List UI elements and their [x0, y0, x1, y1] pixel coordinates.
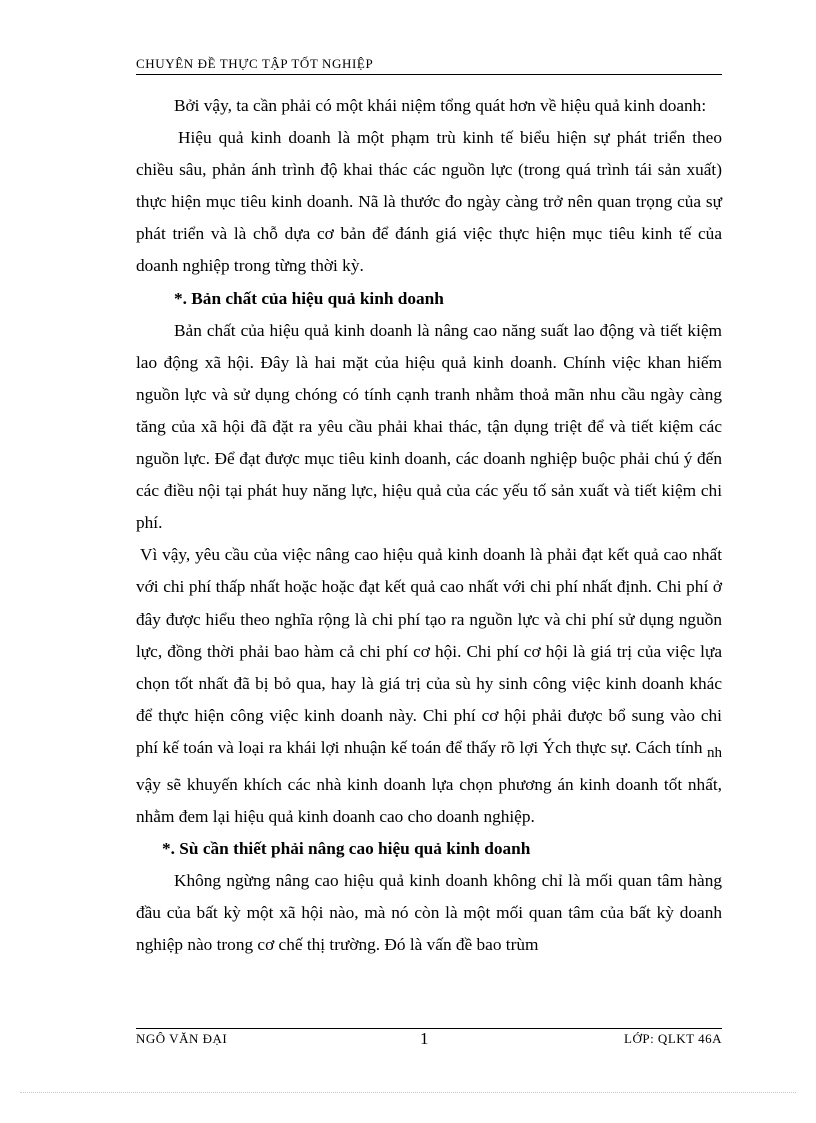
document-body [136, 90, 722, 962]
page-number: 1 [420, 1029, 429, 1048]
footer-class: LỚP: QLKT 46A [624, 1031, 722, 1046]
paragraph-4-part-1: Vì vậy, yêu cầu của việc nâng cao hiệu quả kinh doanh là phải đạt kết quả cao nhất với chi phí thấp nhất hoặc hoặc đạt kết quả cao nhất với chi phí nhất định. Chi phí ở đây được hiểu theo nghĩa rộng là chi phí tạo ra nguồn lực và chi phí sử dụng nguồn lực, đồng thời phải bao hàm cả chi phí cơ hội. Chi phí cơ hội là giá trị của việc lựa chọn tốt nhất đã bị bỏ qua, hay là giá trị của sù hy sinh công việc kinh doanh khác để thực hiện công việc kinh doanh này. Chi phí cơ hội phải được bổ sung vào chi phí kế toán và loại ra khái lợi nhuận kế toán để thấy rõ lợi Ých thực sự. Cách tính [136, 545, 722, 757]
paragraph-5: Không ngừng nâng cao hiệu quả kinh doanh không chỉ là mối quan tâm hàng đầu của bất kỳ một xã hội nào, mà nó còn là một mối quan tâm của bất kỳ doanh nghiệp nào trong cơ chế thị trường. Đó là vấn đề bao trùm [136, 871, 722, 955]
section-heading-2: *. Sù cần thiết phải nâng cao hiệu quả kinh doanh [162, 839, 531, 859]
page-header: CHUYÊN ĐỀ THỰC TẬP TỐT NGHIỆP [136, 56, 374, 71]
footer-author: NGÔ VĂN ĐẠI [136, 1031, 228, 1046]
paragraph-4-subscript: nh [707, 744, 722, 761]
section-heading-1: *. Bản chất của hiệu quả kinh doanh [174, 288, 444, 308]
paragraph-3: Bản chất của hiệu quả kinh doanh là nâng cao năng suất lao động và tiết kiệm lao động xã hội. Đây là hai mặt của hiệu quả kinh doanh. Chính việc khan hiếm nguồn lực và sử dụng chóng có tính cạnh tranh nhằm thoả mãn nhu cầu ngày càng tăng của xã hội đã đặt ra yêu cầu phải khai thác, tận dụng triệt để và tiết kiệm các nguồn lực. Để đạt được mục tiêu kinh doanh, các doanh nghiệp buộc phải chú ý đến các điều nội tại phát huy năng lực, hiệu quả của các yếu tố sản xuất và tiết kiệm chi phí. [136, 320, 722, 533]
header-rule [136, 74, 722, 75]
paragraph-4 [136, 539, 722, 833]
footer-rule [136, 1028, 722, 1029]
paragraph-4-part-2: vậy sẽ khuyến khích các nhà kinh doanh lựa chọn phương án kinh doanh tốt nhất, nhằm đem lại hiệu quả kinh doanh cao cho doanh nghiệp. [136, 774, 722, 827]
page-edge-divider [20, 1092, 796, 1093]
paragraph-1: Bởi vậy, ta cần phải có một khái niệm tổng quát hơn về hiệu quả kinh doanh: [174, 96, 707, 115]
paragraph-2: Hiệu quả kinh doanh là một phạm trù kinh tế biểu hiện sự phát triển theo chiều sâu, phản ánh trình độ khai thác các nguồn lực (trong quá trình tái sản xuất) thực hiện mục tiêu kinh doanh. Nã là thước đo ngày càng trở nên quan trọng của sự phát triển và là chỗ dựa cơ bản để đánh giá việc thực hiện mục tiêu kinh tế của doanh nghiệp trong từng thời kỳ. [136, 128, 722, 276]
